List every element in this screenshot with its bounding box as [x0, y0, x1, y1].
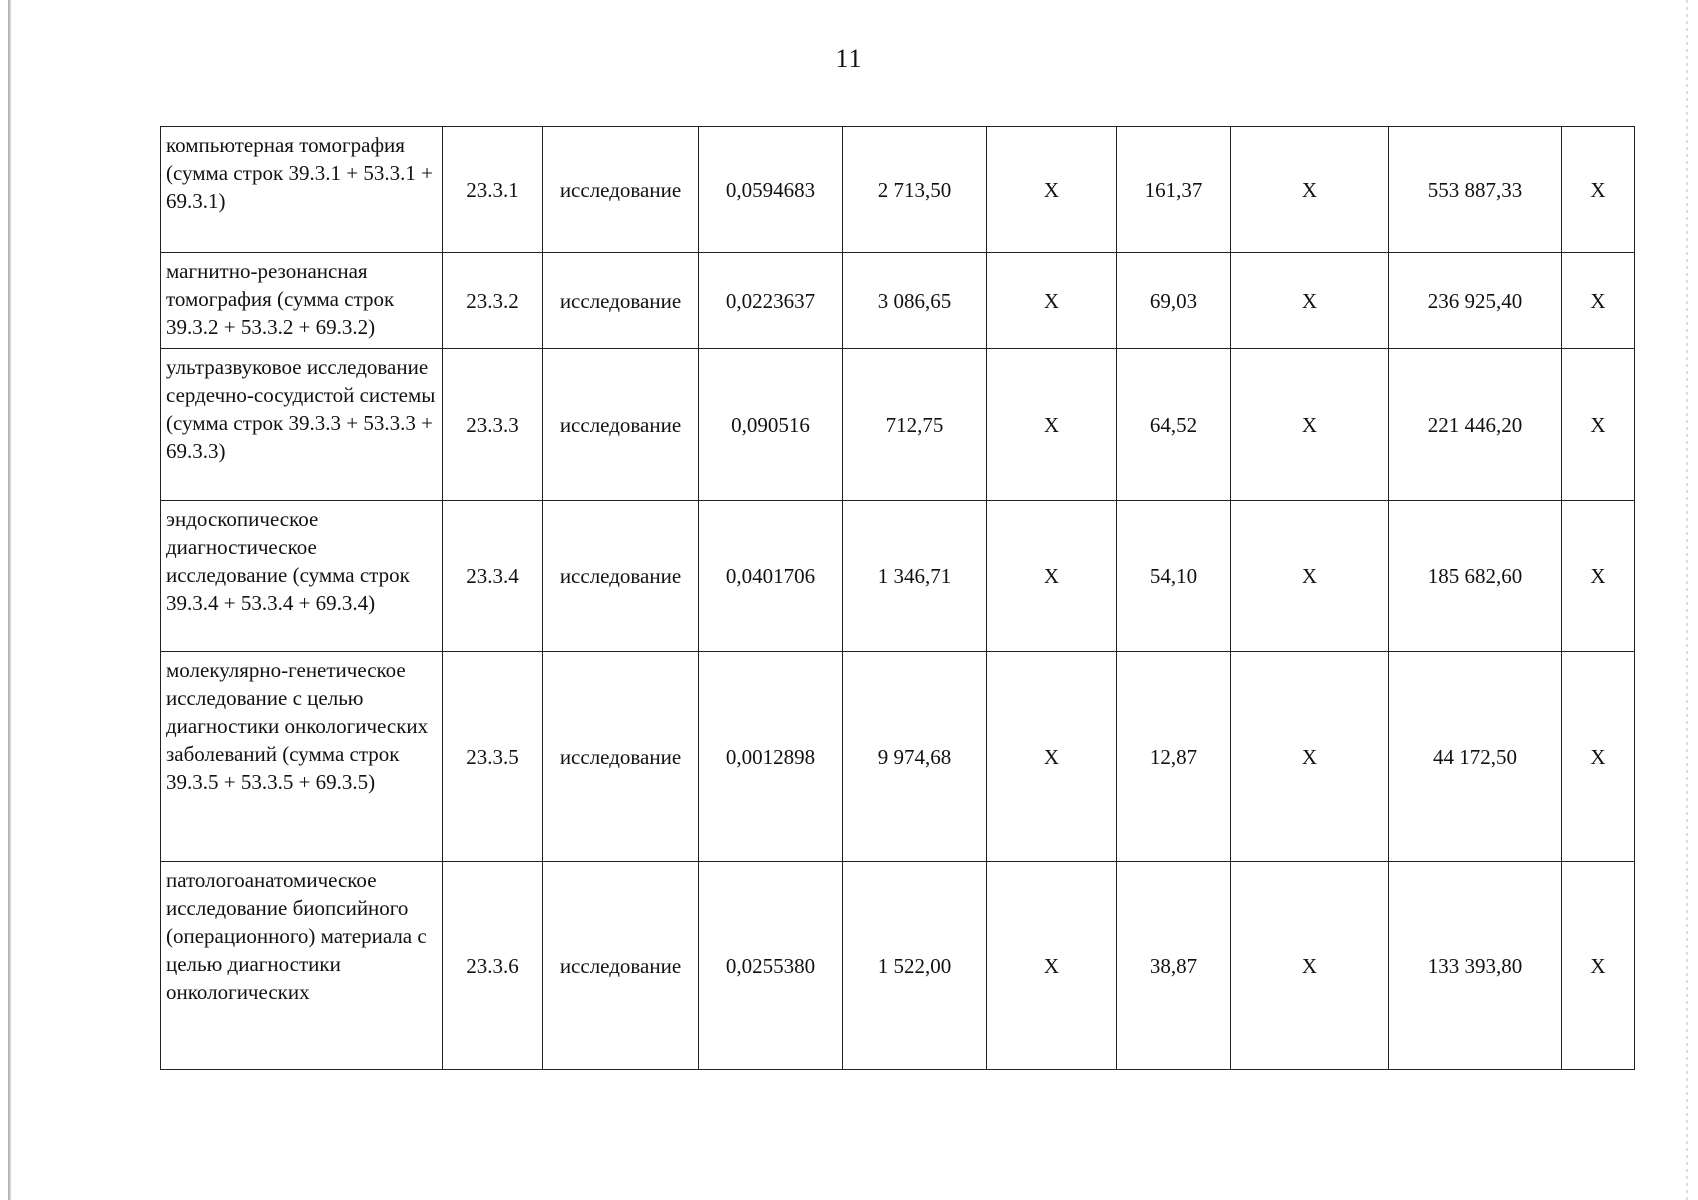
row-code: 23.3.3 — [443, 349, 543, 501]
row-unit: исследование — [543, 253, 699, 349]
row-x-mark: X — [1562, 127, 1635, 253]
row-total: 221 446,20 — [1389, 349, 1562, 501]
row-per-capita: 161,37 — [1117, 127, 1231, 253]
row-code: 23.3.6 — [443, 862, 543, 1070]
row-per-capita: 38,87 — [1117, 862, 1231, 1070]
scan-right-edge — [1686, 0, 1688, 1200]
row-total: 133 393,80 — [1389, 862, 1562, 1070]
table-row — [161, 862, 1635, 1070]
table-row — [161, 127, 1635, 253]
row-x-mark: X — [1231, 127, 1389, 253]
row-name: молекулярно-генетическое исследование с целью диагностики онкологических заболеваний (сумма строк 39.3.5 + 53.3.5 + 69.3.5) — [161, 652, 443, 862]
row-volume: 0,0223637 — [699, 253, 843, 349]
medical-services-table — [160, 126, 1635, 1070]
row-name: компьютерная томография (сумма строк 39.3.1 + 53.3.1 + 69.3.1) — [161, 127, 443, 253]
scan-left-edge — [8, 0, 11, 1200]
table-row — [161, 253, 1635, 349]
row-name: патологоанатомическое исследование биопсийного (операционного) материала с целью диагностики онкологических — [161, 862, 443, 1070]
row-per-capita: 64,52 — [1117, 349, 1231, 501]
table-row — [161, 501, 1635, 652]
row-code: 23.3.1 — [443, 127, 543, 253]
row-unit: исследование — [543, 127, 699, 253]
row-x-mark: X — [1231, 862, 1389, 1070]
row-cost: 3 086,65 — [843, 253, 987, 349]
row-x-mark: X — [1231, 652, 1389, 862]
row-volume: 0,090516 — [699, 349, 843, 501]
row-volume: 0,0255380 — [699, 862, 843, 1070]
row-unit: исследование — [543, 862, 699, 1070]
row-cost: 1 522,00 — [843, 862, 987, 1070]
row-per-capita: 12,87 — [1117, 652, 1231, 862]
row-code: 23.3.5 — [443, 652, 543, 862]
row-volume: 0,0594683 — [699, 127, 843, 253]
row-volume: 0,0012898 — [699, 652, 843, 862]
row-unit: исследование — [543, 349, 699, 501]
row-x-mark: X — [1231, 253, 1389, 349]
row-code: 23.3.2 — [443, 253, 543, 349]
row-x-mark: X — [1231, 501, 1389, 652]
table-row — [161, 349, 1635, 501]
row-x-mark: X — [1562, 862, 1635, 1070]
row-x-mark: X — [987, 652, 1117, 862]
row-unit: исследование — [543, 652, 699, 862]
row-cost: 1 346,71 — [843, 501, 987, 652]
page-number: 11 — [835, 44, 863, 73]
row-x-mark: X — [987, 862, 1117, 1070]
row-cost: 9 974,68 — [843, 652, 987, 862]
table-row — [161, 652, 1635, 862]
row-name: магнитно-резонансная томография (сумма строк 39.3.2 + 53.3.2 + 69.3.2) — [161, 253, 443, 349]
row-x-mark: X — [1231, 349, 1389, 501]
row-x-mark: X — [987, 501, 1117, 652]
row-cost: 712,75 — [843, 349, 987, 501]
row-x-mark: X — [987, 349, 1117, 501]
row-per-capita: 54,10 — [1117, 501, 1231, 652]
row-total: 185 682,60 — [1389, 501, 1562, 652]
row-code: 23.3.4 — [443, 501, 543, 652]
row-per-capita: 69,03 — [1117, 253, 1231, 349]
row-x-mark: X — [1562, 253, 1635, 349]
row-name: эндоскопическое диагностическое исследование (сумма строк 39.3.4 + 53.3.4 + 69.3.4) — [161, 501, 443, 652]
row-cost: 2 713,50 — [843, 127, 987, 253]
row-total: 44 172,50 — [1389, 652, 1562, 862]
row-x-mark: X — [987, 253, 1117, 349]
row-x-mark: X — [1562, 652, 1635, 862]
row-name: ультразвуковое исследование сердечно-сосудистой системы (сумма строк 39.3.3 + 53.3.3 + 69.3.3) — [161, 349, 443, 501]
row-total: 553 887,33 — [1389, 127, 1562, 253]
row-x-mark: X — [1562, 501, 1635, 652]
row-unit: исследование — [543, 501, 699, 652]
row-x-mark: X — [987, 127, 1117, 253]
row-total: 236 925,40 — [1389, 253, 1562, 349]
row-volume: 0,0401706 — [699, 501, 843, 652]
row-x-mark: X — [1562, 349, 1635, 501]
